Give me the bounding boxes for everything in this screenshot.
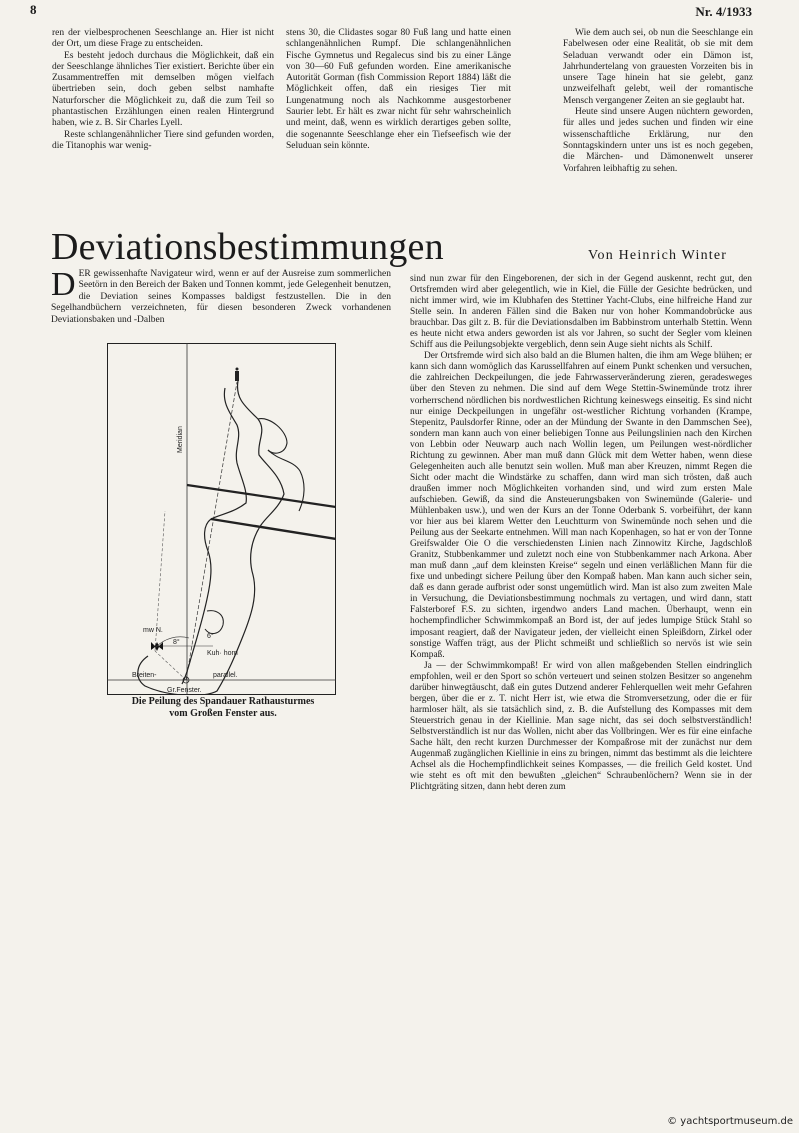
river-outline-east [138,381,284,695]
fenster-label: Gr.Fenster. [167,687,202,694]
article-title: Deviationsbestimmungen [51,226,444,268]
bridge-lower [211,519,336,539]
paragraph: Ja — der Schwimmkompaß! Er wird von allen maßgebenden Stellen eindringlich empfohlen, weil er den Sport so schön verteuert und seinen stolzen Besitzer so angenehm darüber hinwegtäuscht, daß ein gutes Dutzend anderer Fehlerquellen weit mehr Gefahren bergen, über die er z. T. nicht Herr ist, wie etwa die Stromversetzung, oder die er für harmloser hält, als sie tatsächlich sind, z. B. die Aufstellung des Kompasses mit dem Steuerstrich genau in der Kiellinie. Man sage nicht, das sei doch selbstverständlich! Selbstverständlich ist nur das Wollen, nicht aber das Vollbringen. Wer es für eine einfache Sache hält, den recht kurzen Durchmesser der Kompaßrose mit der zunächst nur dem Augenmaß zugänglichen Kiellinie in eins zu bringen, nimmt das bestimmt als die leichtere Achsel als die Hochempfindlichkeit seines Kompasses, — die freilich Geld kostet. Und wie steht es oft mit den bewußten „gleichen“ Schraubenlöchern? Wenn sie in der Plichtgräting sitzen, dann hebt deren zum [410,660,752,793]
meridian-label: Meridian [177,426,184,453]
angle-left-label: 8° [173,639,180,646]
article-lead [51,266,391,326]
river-branch-north [258,419,287,454]
caption-line-2: vom Großen Fenster aus. [169,708,277,719]
bridge-upper [187,485,336,507]
issue-number: Nr. 4/1933 [695,4,752,19]
caption-line-1: Die Peilung des Spandauer Rathausturmes [131,696,315,707]
map-frame [108,344,336,695]
paragraph: Heute sind unsere Augen nüchtern geworden, für alles und jedes suchen und finden wir eine wissenschaftliche Erklärung, nur den Sonntagskindern unter uns ist es noch gegeben, die Märchen- und Dämonenwelt unserer Vorfahren leibhaftig zu sehen. [563,107,753,174]
paragraph: Es besteht jedoch durchaus die Möglichkeit, daß ein der Seeschlange ähnliches Tier existiert. Berichte über ein Zusammentreffen mit demselben mögen vielfach übertrieben sein, doch geben selbst namhafte Naturforscher die Möglichkeit zu, daß die zum Teil so phantastischen Erzählungen einen realen Hintergrund haben, wie z. B. Sir Charles Lyell. [52,50,274,129]
bearing-line-left [155,651,186,680]
breiten-label: Breiten- [132,672,157,679]
top-column-1 [52,28,274,152]
angle-right-label: 6° [207,633,214,640]
kuhhorn-bay [205,611,223,634]
paragraph: Wie dem auch sei, ob nun die Seeschlange ein Fabelwesen oder eine Realität, ob sie mit dem Seladuan verwandt oder ein Dämon ist, Jahrhundertelang von grauesten Vorzeiten bis in unsere Tage hinein hat sie gelebt, ganz unzweifelhaft gelebt, weil der romantische Mensch vergangener Zeiten an sie geglaubt hat. [563,28,753,106]
bearing-map [107,343,336,695]
top-column-2 [286,28,511,152]
tower-icon [235,368,239,382]
paragraph: Der Ortsfremde wird sich also bald an die Blumen halten, die ihm am Wege blühen; er kann sich dann womöglich das Karussellfahren auf einem Punkt schenken und versuchen, die zahlreichen Deckpeilungen, die jede Fahrwasserveränderung zieren, geradesweges über den Steven zu nehmen. Die sind auf dem Wege Stettin-Swinemünde trotz ihrer vorherrschend nördlichen bis nordwestlichen Richtung keineswegs einseitig. Es sind nicht nur einige Deckpeilungen in ungefähr ost-westlicher Richtung vorhanden (Krampe, Stepenitz, Paulsdorfer Rinne, oder an der Mündung der Swante in den Dammschen See), sondern man kann auch von einer beliebigen Tonne aus Peilungslinien nach den Kirchen von Lebbin oder Neuwarp auch nach Wollin legen, um Peilungen west-nördlicher Richtung zu gewinnen. Aber man muß dann Glück mit dem Wetter haben, wenn diese Gelegenheiten auch alle benutzt sein wollen. Muß man aber Kreuzen, nimmt Regen die Sicht oder macht die Windstärke zu schaffen, dann wird man sich trösten, daß auch draußen immer noch Möglichkeiten vorhanden sind, und wird zum ersten Male aufschieben. Gewiß, da sind die Ansteuerungsbaken von Swinemünde (Galerie- und Mühlenbaken usw.), und wen der Kurs an der Tonne Oderbank S. vorbeiführt, der kann vor hier aus bei klarem Wetter den Leuchtturm von Swinemünde noch sehen und die Peilung aus der Seekarte entnehmen. Will man nach Kopenhagen, so hat er von der Tonne Greifswalder Oie O die verschiedensten Linien nach Zinnowitz Kirche, Jagdschloß Granitz, Stubbenkammer und zuletzt noch eine von Stubbenkammer nach Arkona. Aber man muß dann „auf dem kleinsten Kreise“ segeln und einen verläßlichen Mann für die fixe und unbedingt sichere Peilung über den Kompaß haben. Man kann auch sicher sein, daß es dann gerade aufbrist oder sonst ungemütlich wird. Man ist also zum zweiten Male in Versuchung, die Deviationsbestimmung nochmals zu vertagen, und wird dann, statt Falsterboref F.S. zu sichten, irgendwo anders Land machen. Überhaupt, wenn ein hochempfindlicher Schwimmkompaß an Bord ist, der auf jedes lumpige Stück Stahl so imposant reagiert, daß der Navigateur jeden, der vielleicht einen Spleißdorn, Zirkel oder sonstige Waffen trägt, aus der Plicht schmeißt und schließlich so nervös ist wie sein Kompaß. [410,351,752,660]
river-outline-west [182,388,246,684]
page-number: 8 [30,2,37,17]
map-caption [73,696,373,720]
copyright-notice: © yachtsportmuseum.de [667,1116,793,1127]
article-byline: Von Heinrich Winter [588,248,728,263]
paragraph: stens 30, die Clidastes sogar 80 Fuß lang und hatte einen schlangenähnlichen Rumpf. Die schlangenähnlichen Fische Gymnetus und Regalecus sind bis zu einer Länge von 30—60 Fuß gefunden worden. Eine amerikanische Autorität Gorman (fish Commission Report 1884) läßt die Möglichkeit offen, daß ein riesiges Tier mit Lungenatmung noch als Nachkomme ausgestorbener Saurier lebt. Er hält es zwar nicht für sehr wahrscheinlich und meint, daß, wenn es wirklich derartiges geben sollte, die sogenannte Seeschlange eher ein Tiefseefisch wie der Seluduan sein könnte. [286,28,511,151]
kuhhorn-label: Kuh· horn [207,650,238,657]
paragraph: Reste schlangenähnlicher Tiere sind gefunden worden, die Titanophis war wenig- [52,129,274,151]
parallel-label: parallel. [213,672,238,679]
north-arrow-icon [151,642,163,651]
article-body [410,274,752,793]
lead-text: ER gewissenhafte Navigateur wird, wenn er auf der Ausreise zum sommerlichen Seetörn in den Bereich der Baken und Tonnen kommt, jede Gelegenheit benutzen, die Deviation seines Kompasses baldigst festzustellen. Die in den Segelhandbüchern verzeichneten, für diesen besonderen Zweck vorhandenen Deviationsbaken und -Dalben [51,269,391,325]
north-label: mw N. [143,627,163,634]
drop-cap: D [51,266,76,303]
top-column-3 [563,28,753,175]
paragraph: sind nun zwar für den Eingeborenen, der sich in der Gegend auskennt, recht gut, den Ortsfremden wird aber gelegentlich, wie in Kiel, die Fülle der Gesichte bedrücken, und nicht immer wird, wie im Klubhafen des Stettiner Yacht-Clubs, eine hilfreiche Hand zur Stelle sein. In anderen Fällen sind die Baken nur von hoher Kommandobrücke aus brauchbar. Das gilt z. B. für die Deviationsdalben im Babbinstrom unterhalb Stettin. Wenn es heute nicht etwa anders geworden ist als vor Jahren, so sucht der Segler vom kleinen Schiff aus die Peilungsobjekte vergeblich, denn sein Auge sieht nichts als Schilf. [410,274,752,351]
paragraph: ren der vielbesprochenen Seeschlange an. Hier ist nicht der Ort, um diese Frage zu entscheiden. [52,28,274,50]
